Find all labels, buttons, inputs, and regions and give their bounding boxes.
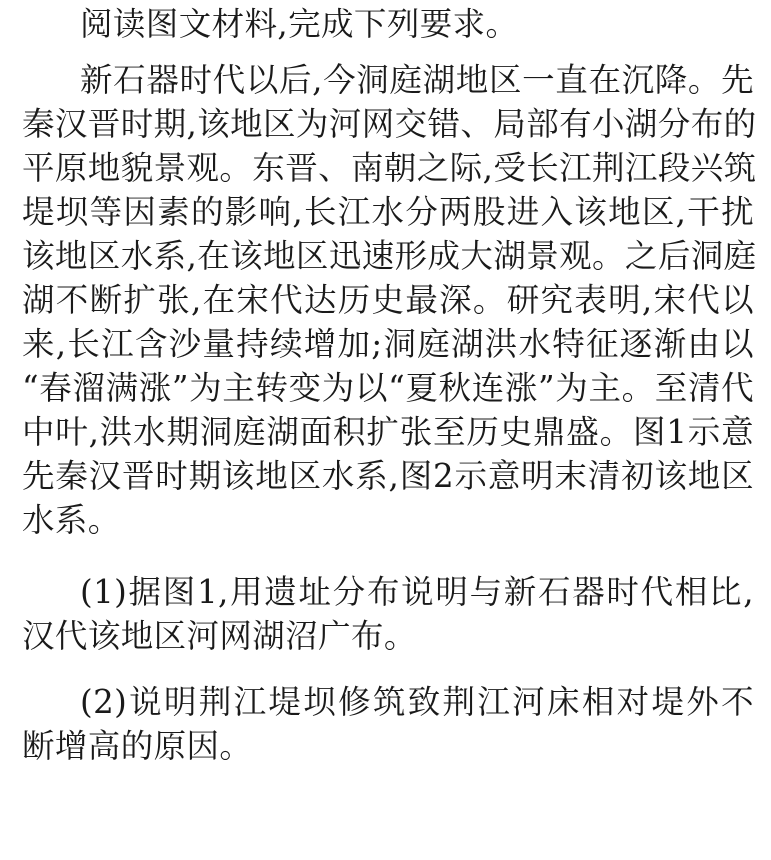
material-line: 平原地貌景观。东晋、南朝之际,受长江荆江段兴筑 xyxy=(22,149,757,187)
question-2-line: 断增高的原因。 xyxy=(22,727,253,765)
material-line: 来,长江含沙量持续增加;洞庭湖洪水特征逐渐由以 xyxy=(22,325,754,363)
material-line: 新石器时代以后,今洞庭湖地区一直在沉降。先 xyxy=(80,61,754,99)
material-line: 该地区水系,在该地区迅速形成大湖景观。之后洞庭 xyxy=(22,237,757,275)
material-line: “春溜满涨”为主转变为以“夏秋连涨”为主。至清代 xyxy=(22,369,754,407)
material-line: 湖不断扩张,在宋代达历史最深。研究表明,宋代以 xyxy=(22,281,754,319)
material-line: 先秦汉晋时期该地区水系,图2示意明末清初该地区 xyxy=(22,457,754,495)
material-line: 秦汉晋时期,该地区为河网交错、局部有小湖分布的 xyxy=(22,105,757,143)
question-1-line: 汉代该地区河网湖沼广布。 xyxy=(22,617,417,655)
question-2-line: (2)说明荆江堤坝修筑致荆江河床相对堤外不 xyxy=(80,683,754,721)
intro-text: 阅读图文材料,完成下列要求。 xyxy=(80,5,519,43)
material-line: 水系。 xyxy=(22,501,121,539)
material-line: 中叶,洪水期洞庭湖面积扩张至历史鼎盛。图1示意 xyxy=(22,413,754,451)
question-1-line: (1)据图1,用遗址分布说明与新石器时代相比, xyxy=(80,573,754,611)
material-line: 堤坝等因素的影响,长江水分两股进入该地区,干扰 xyxy=(22,193,754,231)
